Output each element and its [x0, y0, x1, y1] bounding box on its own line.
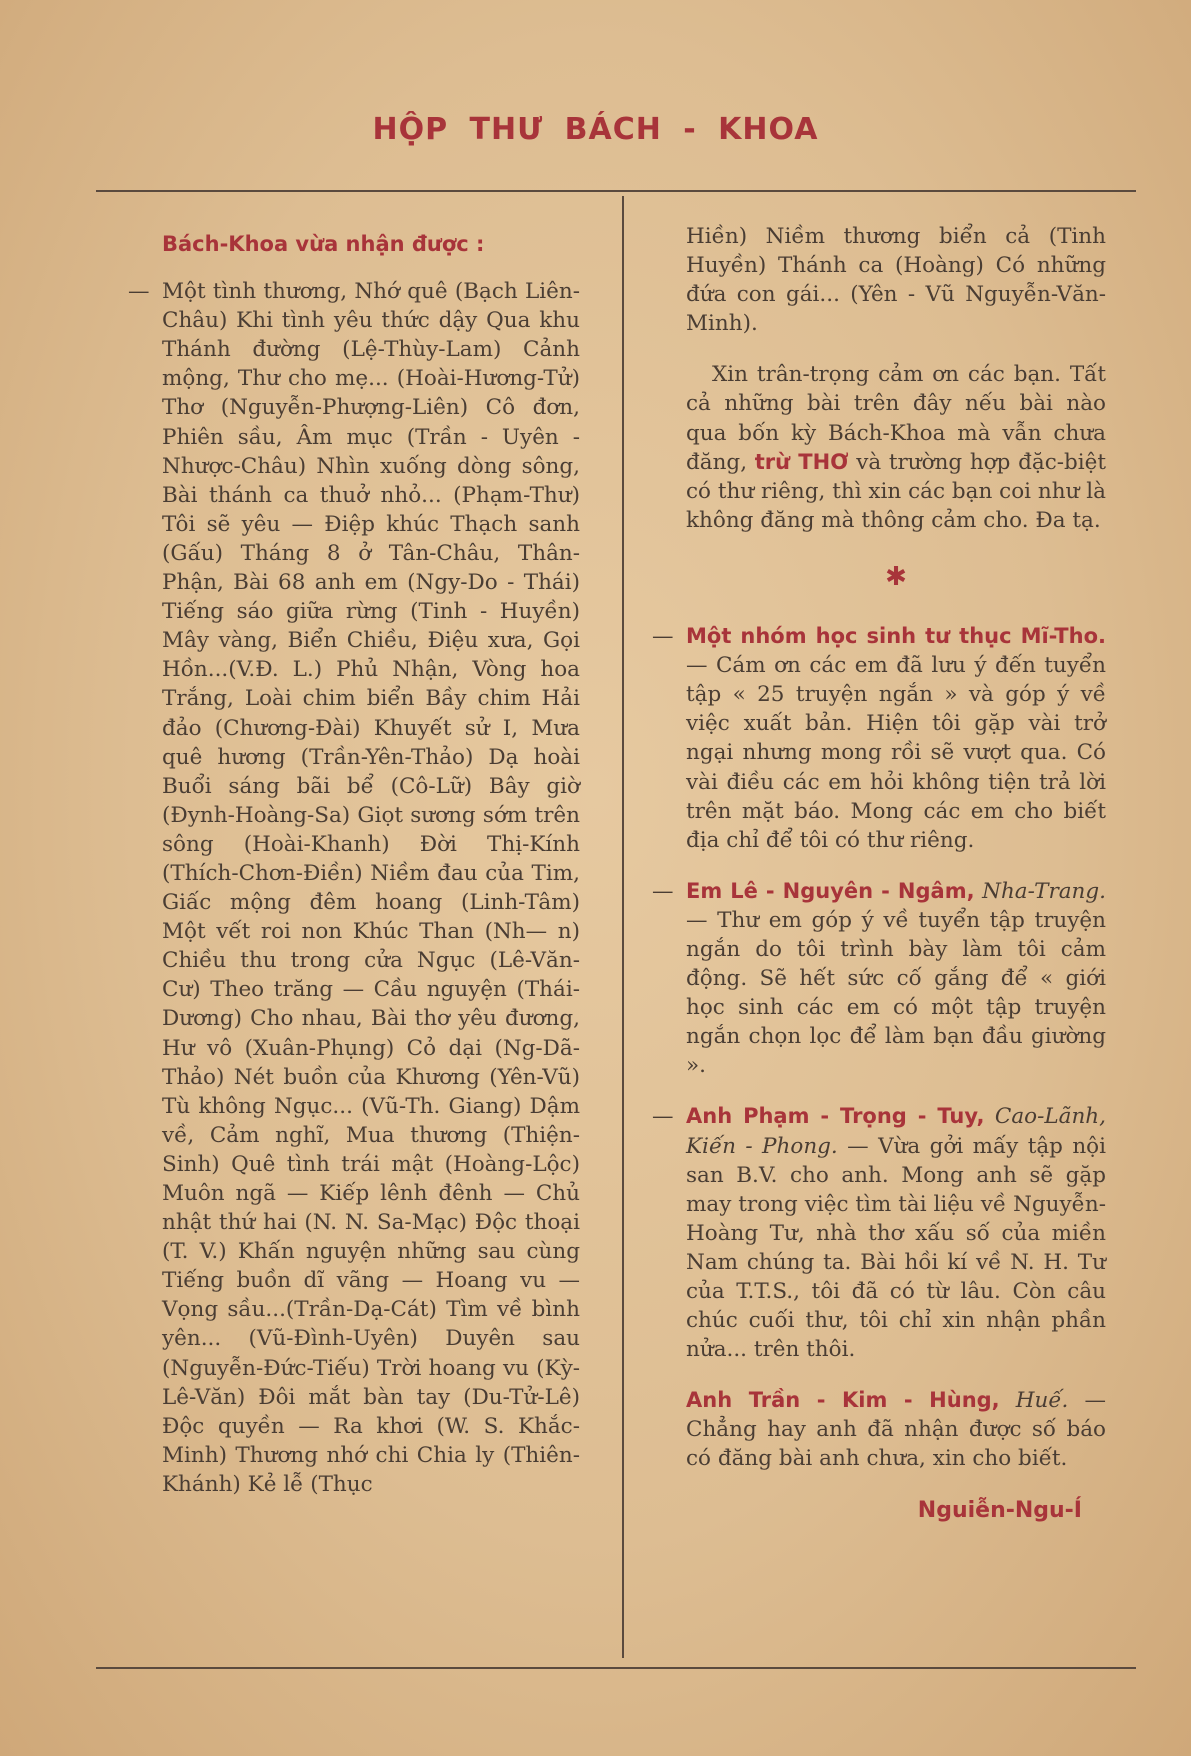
list-continuation: Hiền) Niềm thương biển cả (Tinh Huyền) Thánh ca (Hoàng) Có những đứa con gái... (Yên - Vũ Nguyễn-Văn-Minh).	[686, 224, 1106, 337]
signature: Nguiễn-Ngu-Í	[917, 1497, 1082, 1523]
reply-text: — Vừa gởi mấy tập nội san B.V. cho anh. Mong anh sẽ gặp may trong việc tìm tài liệu về Nguyễn-Hoàng Tư, nhà thơ xấu số của miền Nam chúng ta. Bài hồi kí về N. H. Tư của T.T.S., tôi đã có từ lâu. Còn câu chúc cuối thư, tôi chỉ xin nhận phần nửa... trên thôi.	[686, 1133, 1106, 1363]
intro-heading: Bách-Khoa vừa nhận được :	[162, 232, 485, 256]
reply-item	[652, 1102, 1106, 1364]
left-column	[128, 222, 580, 1521]
reply-item	[686, 1386, 1106, 1473]
page-title: HỘP THƯ BÁCH - KHOA	[372, 112, 819, 147]
reply-name: Anh Trần - Kim - Hùng,	[686, 1388, 1000, 1413]
reply-name: Em Lê - Nguyên - Ngâm,	[686, 878, 975, 903]
thanks-paragraph	[686, 360, 1106, 535]
reply-name: Một nhóm học sinh tư thục Mĩ-Tho.	[686, 624, 1106, 649]
column-divider	[622, 196, 624, 1658]
reply-name: Anh Phạm - Trọng - Tuy,	[686, 1104, 985, 1129]
star-separator: ✱	[885, 561, 907, 592]
reply-place: Nha-Trang.	[982, 878, 1106, 904]
reply-item	[652, 877, 1106, 1081]
reply-text: — Thư em góp ý về tuyển tập truyện ngắn do tôi trình bày làm tôi cảm động. Sẽ hết sức cố gắng để « giới học sinh các em có một tập truyện ngắn chọn lọc để làm bạn đầu giường ».	[686, 907, 1106, 1079]
reply-text: — Chẳng hay anh đã nhận được số báo có đăng bài anh chưa, xin cho biết.	[686, 1388, 1106, 1472]
bottom-rule	[96, 1667, 1136, 1669]
thanks-text-part1: Xin trân-trọng cảm ơn các bạn. Tất cả những bài trên đây nếu bài nào qua bốn kỳ Bách-Khoa mà vẫn chưa đăng,	[686, 362, 1106, 475]
right-column	[686, 222, 1106, 1525]
thanks-text-part2: và trường hợp đặc-biệt có thư riêng, thì xin các bạn coi như là không đăng mà thông cảm cho. Đa tạ.	[686, 449, 1107, 533]
received-list: — Một tình thương, Nhớ quê (Bạch Liên-Châu) Khi tình yêu thức dậy Qua khu Thánh đường (Lệ-Thùy-Lam) Cảnh mộng, Thư cho mẹ... (Hoài-Hương-Tử) Thơ (Nguyễn-Phượng-Liên) Cô đơn, Phiên sầu, Âm mục (Trần - Uyên - Nhược-Châu) Nhìn xuống dòng sông, Bài thánh ca thuở nhỏ... (Phạm-Thư) Tôi sẽ yêu — Điệp khúc Thạch sanh (Gấu) Tháng 8 ở Tân-Châu, Thân-Phận, Bài 68 anh em (Ngy-Do - Thái) Tiếng sáo giữa rừng (Tinh - Huyền) Mây vàng, Biển Chiều, Điệu xưa, Gọi Hồn...(V.Đ. L.) Phủ Nhận, Vòng hoa Trắng, Loài chim biển Bầy chim Hải đảo (Chương-Đài) Khuyết sử I, Mưa quê hương (Trần-Yên-Thảo) Dạ hoài Buổi sáng bãi bể (Cô-Lữ) Bây giờ (Đynh-Hoàng-Sa) Giọt sương sớm trên sông (Hoài-Khanh) Đời Thị-Kính (Thích-Chơn-Điền) Niềm đau của Tim, Giấc mộng đêm hoang (Linh-Tâm) Một vết roi non Khúc Than (Nh— n) Chiều thu trong cửa Ngục (Lê-Văn-Cư) Theo trăng — Cầu nguyện (Thái-Dương) Cho nhau, Bài thơ yêu đương, Hư vô (Xuân-Phụng) Cỏ dại (Ng-Dã-Thảo) Nét buồn của Khương (Yên-Vũ) Tù không Ngục... (Vũ-Th. Giang) Dậm về, Cảm nghĩ, Mua thương (Thiện-Sinh) Quê tình trái mật (Hoàng-Lộc) Muôn ngã — Kiếp lênh đênh — Chủ nhật thứ hai (N. N. Sa-Mạc) Độc thoại (T. V.) Khấn nguyện những sau cùng Tiếng buồn dĩ vãng — Hoang vu —Vọng sầu...(Trần-Dạ-Cát) Tìm về bình yên... (Vũ-Đình-Uyên) Duyên sau (Nguyễn-Đức-Tiếu) Trời hoang vu (Kỳ-Lê-Văn) Đôi mắt bàn tay (Du-Tử-Lê) Độc quyền — Ra khơi (W. S. Khắc-Minh) Thương nhớ chi Chia ly (Thiên-Khánh) Kẻ lễ (Thục	[128, 277, 580, 1499]
reply-item	[652, 622, 1106, 855]
reply-place: Cao-Lãnh, Kiến - Phong.	[686, 1104, 1106, 1159]
reply-place: Huế.	[1015, 1388, 1069, 1414]
top-rule	[96, 190, 1136, 192]
reply-text: — Cám ơn các em đã lưu ý đến tuyển tập « 25 truyện ngắn » và góp ý về việc xuất bản. Hiện tôi gặp vài trở ngại nhưng mong rồi sẽ vượt qua. Có vài điều các em hỏi không tiện trả lời trên mặt báo. Mong các em cho biết địa chỉ để tôi có thư riêng.	[686, 653, 1106, 853]
thanks-bold: trừ THƠ	[754, 449, 849, 474]
